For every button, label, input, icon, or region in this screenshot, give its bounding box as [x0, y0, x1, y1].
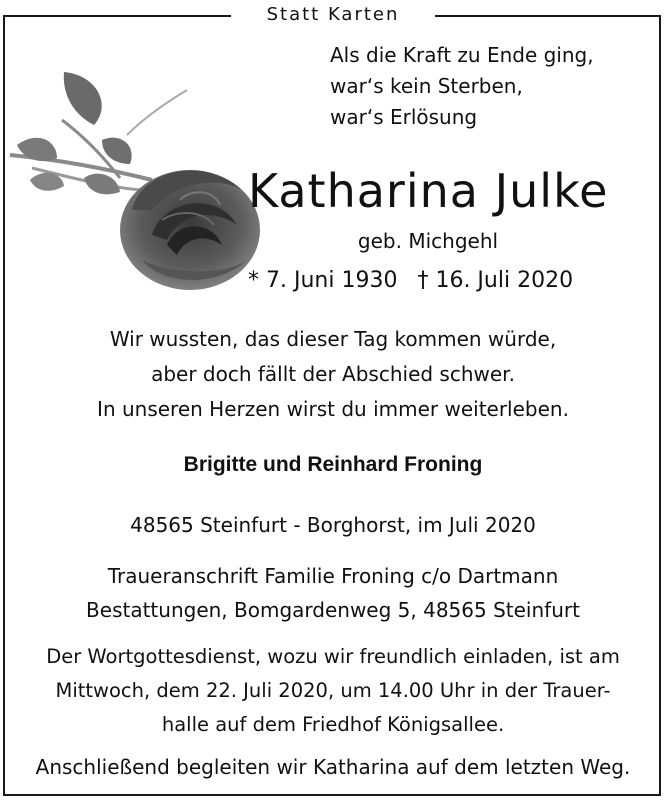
message-line: In unseren Herzen wirst du immer weiterleben. [97, 397, 569, 421]
notice-header [0, 4, 666, 25]
service-info [0, 640, 666, 742]
message [0, 322, 666, 427]
mourning-address [0, 559, 666, 627]
address-line: Traueranschrift Familie Froning c/o Dartmann [107, 564, 559, 588]
motto [330, 40, 594, 133]
service-line: halle auf dem Friedhof Königsallee. [161, 713, 505, 736]
message-line: Wir wussten, das dieser Tag kommen würde, [109, 327, 557, 351]
motto-line: war‘s kein Sterben, [330, 74, 523, 98]
motto-line: war‘s Erlösung [330, 105, 478, 129]
message-line: aber doch fällt der Abschied schwer. [151, 362, 515, 386]
birth-date: * 7. Juni 1930 [248, 268, 398, 293]
service-line: Der Wortgottesdienst, wozu wir freundlich einladen, ist am [46, 645, 620, 668]
life-dates [248, 268, 573, 293]
header-text: Statt Karten [231, 4, 436, 25]
family-names: Brigitte und Reinhard Froning [183, 453, 483, 476]
rose-image [2, 60, 264, 292]
deceased-name: Katharina Julke [248, 164, 609, 218]
service-line: Mittwoch, dem 22. Juli 2020, um 14.00 Uhr in der Trauer- [55, 679, 611, 702]
motto-line: Als die Kraft zu Ende ging, [330, 43, 594, 67]
closing-line: Anschließend begleiten wir Katharina auf dem letzten Weg. [35, 755, 631, 779]
address-line: Bestattungen, Bomgardenweg 5, 48565 Steinfurt [86, 598, 580, 622]
maiden-name: geb. Michgehl [357, 229, 499, 253]
place-date: 48565 Steinfurt - Borghorst, im Juli 2020 [130, 513, 536, 537]
death-date: † 16. Juli 2020 [417, 268, 574, 293]
